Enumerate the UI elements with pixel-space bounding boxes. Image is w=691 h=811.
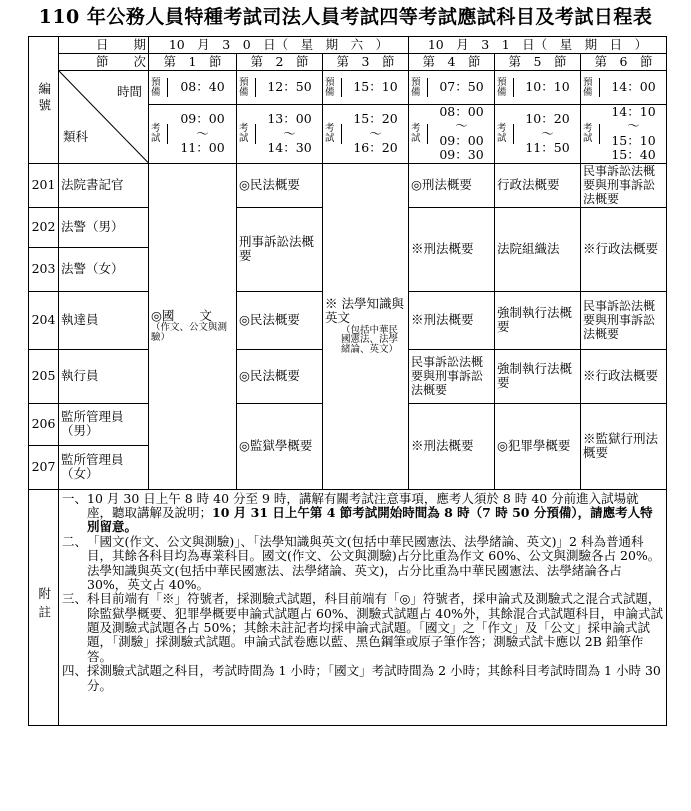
page-title: 110 年公務人員特種考試司法人員考試四等考試應試科目及考試日程表 bbox=[38, 6, 653, 28]
session-1: 第 1 節 bbox=[149, 54, 237, 71]
no-header: 編號 bbox=[29, 37, 59, 164]
subject-s4-prison: ※刑法概要 bbox=[409, 403, 495, 489]
category-name: 監所管理員（女） bbox=[59, 445, 149, 489]
prep-time-6: 預備 14：00 bbox=[581, 71, 667, 105]
exam-time-5: 考試 10：20 ～ 11：50 bbox=[495, 105, 581, 164]
table-row bbox=[29, 163, 667, 207]
common-subject-law-english: ※ 法學知識與英文 （包括中華民國憲法、法學緒論、英文） bbox=[323, 163, 409, 489]
time-category-header bbox=[59, 71, 149, 164]
subject-s6: ※行政法概要 bbox=[581, 349, 667, 403]
notes-row bbox=[29, 489, 667, 725]
exam-time-3: 考試 15：20 ～ 16：20 bbox=[323, 105, 409, 164]
prep-time-1: 預備 08：40 bbox=[149, 71, 237, 105]
category-name: 法警（男） bbox=[59, 207, 149, 247]
category-name: 執行員 bbox=[59, 349, 149, 403]
exam-time-2: 考試 13：00 ～ 14：30 bbox=[237, 105, 323, 164]
date-saturday: 10 月 3 0 日（ 星 期 六 ） bbox=[149, 37, 409, 54]
subject-s4: 民事訴訟法概要與刑事訴訟法概要 bbox=[409, 349, 495, 403]
subject-s2: ◎民法概要 bbox=[237, 163, 323, 207]
session-4: 第 4 節 bbox=[409, 54, 495, 71]
row-number: 205 bbox=[29, 349, 59, 403]
category-name: 法警（女） bbox=[59, 247, 149, 291]
common-subject-chinese: ◎國 文 （作文、公文與測驗） bbox=[149, 163, 237, 489]
subject-s2-prison: ◎監獄學概要 bbox=[237, 403, 323, 489]
note-item: 三、 科目前端有「※」符號者，採測驗式試題，科目前端有「◎」符號者，採申論式及測驗式之混合式試題，除監獄學概要、犯罪學概要申論式試題占 60%、測驗式試題占 40%外，其餘混合式試題科目，申論式試題及測驗式試題各占 50%；其餘未註記者均採申論式試題。「國文」之「作文」及「公文」採申論式試題，「測驗」採測驗式試題。申論式試卷應以藍、黑色鋼筆或原子筆作答；測驗式試卡應以 2B 鉛筆作答。 bbox=[62, 591, 664, 664]
row-number: 204 bbox=[29, 291, 59, 349]
date-label: 日 期 bbox=[59, 37, 149, 54]
exam-time-6: 考試 14：10 ～ 15：10 15：40 bbox=[581, 105, 667, 164]
subject-s4: ※刑法概要 bbox=[409, 291, 495, 349]
session-5: 第 5 節 bbox=[495, 54, 581, 71]
row-number: 206 bbox=[29, 403, 59, 445]
exam-time-4: 考試 08：00 ～ 09：00 09：30 bbox=[409, 105, 495, 164]
subject-s6: 民事訴訟法概要與刑事訴訟法概要 bbox=[581, 291, 667, 349]
subject-s4: ◎刑法概要 bbox=[409, 163, 495, 207]
session-6: 第 6 節 bbox=[581, 54, 667, 71]
session-3: 第 3 節 bbox=[323, 54, 409, 71]
note-item: 二、 「國文(作文、公文與測驗)」、「法學知識與英文(包括中華民國憲法、法學緒論、英文)」2 科為普通科目，其餘各科目均為專業科目。國文(作文、公文與測驗)占分比重為作文 60%、公文與測驗各占 20%。法學知識與英文(包括中華民國憲法、法學緒論、英文)，占分比重為中華民國憲法、法學緒論各占 30%，英文占 40%。 bbox=[62, 533, 661, 592]
category-name: 監所管理員（男） bbox=[59, 403, 149, 445]
notes-label: 附註 bbox=[29, 489, 59, 725]
session-2: 第 2 節 bbox=[237, 54, 323, 71]
subject-s5: 行政法概要 bbox=[495, 163, 581, 207]
row-number: 203 bbox=[29, 247, 59, 291]
subject-s2-police: 刑事訴訟法概要 bbox=[237, 207, 323, 291]
schedule-table bbox=[28, 36, 667, 726]
row-number: 202 bbox=[29, 207, 59, 247]
subject-s5-prison: ◎犯罪學概要 bbox=[495, 403, 581, 489]
category-label: 類科 bbox=[63, 129, 89, 145]
row-number: 201 bbox=[29, 163, 59, 207]
subject-s2: ◎民法概要 bbox=[237, 349, 323, 403]
subject-s6-prison: ※監獄行刑法概要 bbox=[581, 403, 667, 489]
category-name: 法院書記官 bbox=[59, 163, 149, 207]
note-item: 四、 採測驗式試題之科目，考試時間為 1 小時；「國文」考試時間為 2 小時；其餘科目考試時間為 1 小時 30 分。 bbox=[62, 663, 661, 693]
row-number: 207 bbox=[29, 445, 59, 489]
session-label: 節 次 bbox=[59, 54, 149, 71]
subject-s6: 民事訴訟法概要與刑事訴訟法概要 bbox=[581, 163, 667, 207]
subject-s4-police: ※刑法概要 bbox=[409, 207, 495, 291]
subject-s5: 強制執行法概要 bbox=[495, 349, 581, 403]
prep-time-4: 預備 07：50 bbox=[409, 71, 495, 105]
time-label: 時間 bbox=[116, 84, 142, 99]
category-name: 執達員 bbox=[59, 291, 149, 349]
subject-s5: 強制執行法概要 bbox=[495, 291, 581, 349]
date-sunday: 10 月 3 1 日（ 星 期 日 ） bbox=[409, 37, 667, 54]
notes-content bbox=[59, 489, 667, 725]
prep-time-2: 預備 12：50 bbox=[237, 71, 323, 105]
subject-s6-police: ※行政法概要 bbox=[581, 207, 667, 291]
subject-s2: ◎民法概要 bbox=[237, 291, 323, 349]
prep-time-3: 預備 15：10 bbox=[323, 71, 409, 105]
prep-time-5: 預備 10：10 bbox=[495, 71, 581, 105]
exam-time-1: 考試 09：00 ～ 11：00 bbox=[149, 105, 237, 164]
note-item: 一、 10 月 30 日上午 8 時 40 分至 9 時，講解有關考試注意事項，應考人須於 8 時 40 分前進入試場就座，聽取講解及說明；10 月 31 日上午第 4 節考試開始時間為 8 時（7 時 50 分預備），請應考人特別留意。 bbox=[62, 490, 653, 535]
subject-s5-police: 法院組織法 bbox=[495, 207, 581, 291]
